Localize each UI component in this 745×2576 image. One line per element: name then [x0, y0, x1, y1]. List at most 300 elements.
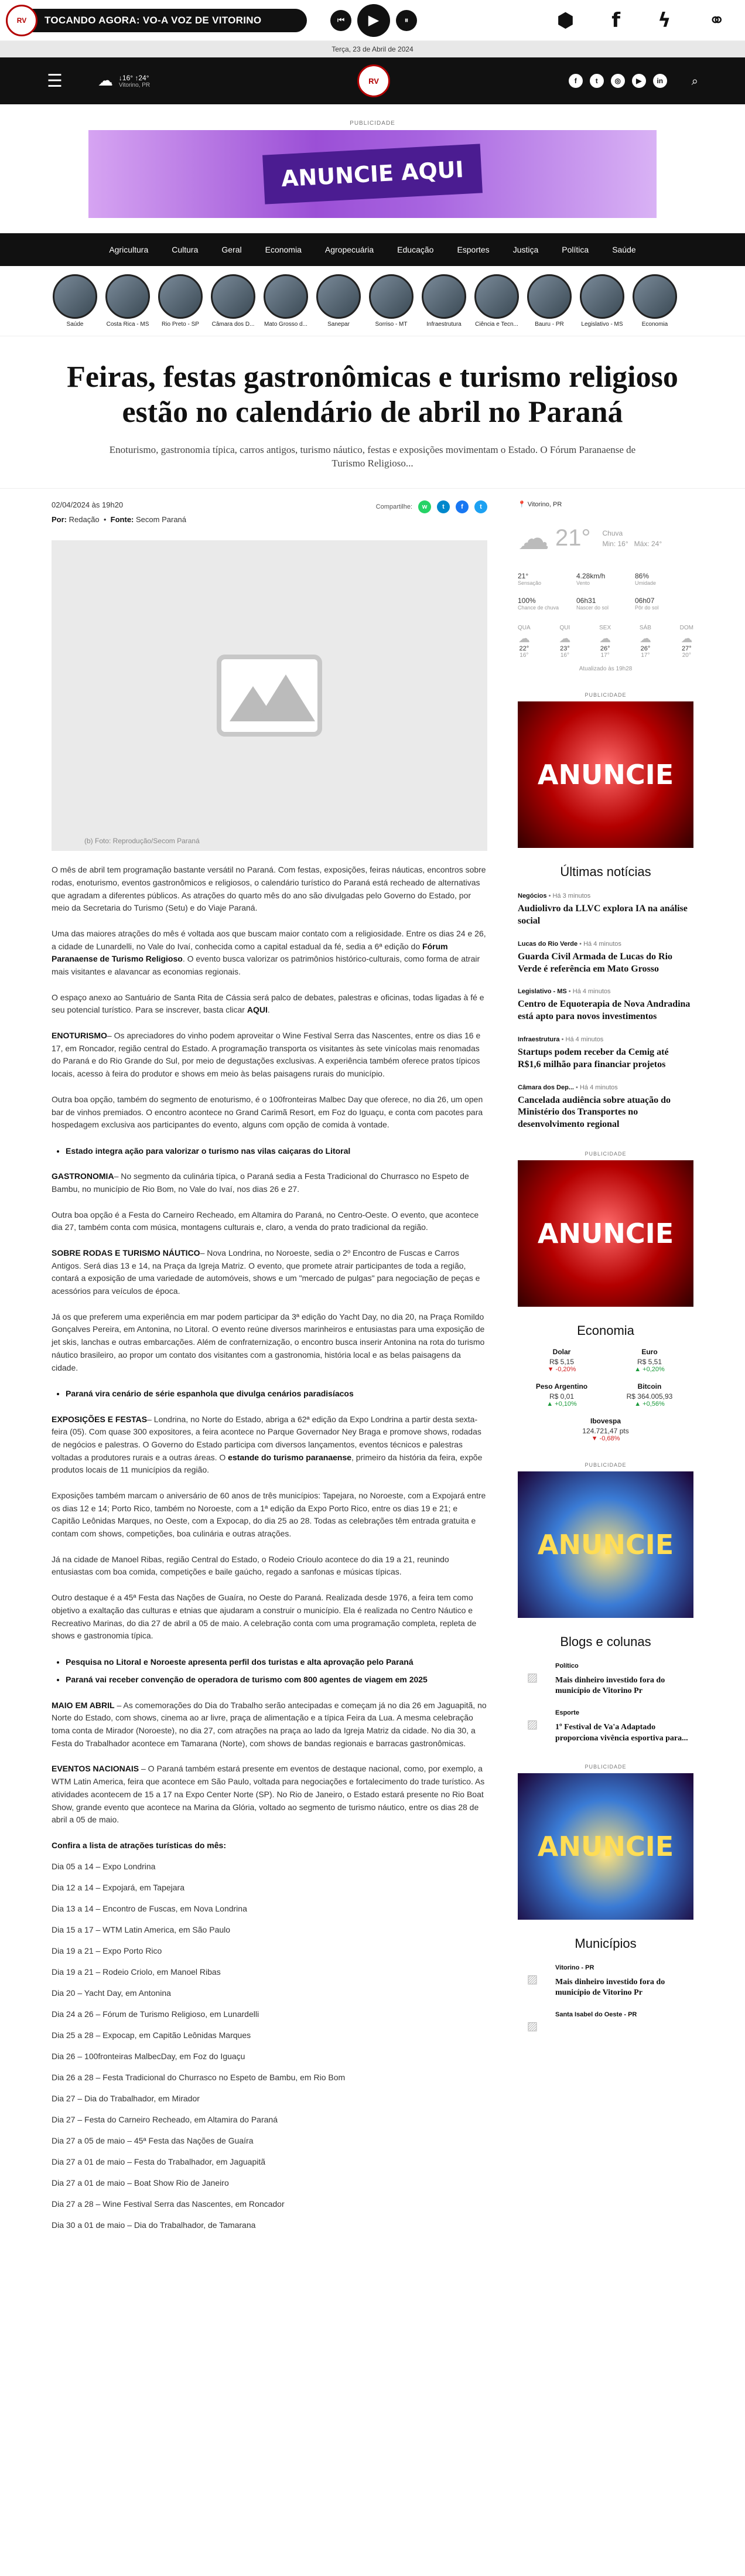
story-thumb [474, 274, 519, 319]
economy-value: R$ 0,01 [549, 1392, 575, 1401]
story-thumb [633, 274, 677, 319]
site-logo[interactable]: RV [357, 64, 390, 97]
stories-strip [0, 266, 745, 336]
stat-label: Nascer do sol [576, 605, 609, 611]
day-label: SEX [599, 625, 611, 632]
related-link[interactable]: • Estado integra ação para valorizar o turismo nas vilas caiçaras do Litoral [66, 1144, 487, 1157]
rain-cloud-icon: ☁ [599, 631, 611, 646]
stat-value: 86% [635, 572, 650, 581]
day-max: 26° [640, 645, 651, 653]
news-title[interactable]: Centro de Equoterapia de Nova Andradina está apto para novos investimentos [518, 999, 691, 1022]
story-thumb [53, 274, 97, 319]
text: – Londrina, no Norte do Estado, abriga a 62ª edição da Expo Londrina a partir desta sexta-feira (05). Com quase 300 expositores, a feira acontece no Parque Governador Ney Braga e promove shows, rodadas de negócios e palestras. O Governo do Estado participa com diversos lançamentos, eventos técnicos e palestras voltadas a produtores rurais e a outras áreas. O [52, 1414, 481, 1462]
story-item[interactable] [369, 274, 413, 328]
related-link[interactable]: • Paraná vai receber convenção de operadora de turismo com 800 agentes de viagem em 2025 [66, 1673, 487, 1686]
day-max: 22° [519, 645, 529, 653]
news-title[interactable]: Guarda Civil Armada de Lucas do Rio Verde é referência em Mato Grosso [518, 951, 673, 974]
nav-item[interactable]: Saúde [612, 245, 636, 254]
blog-title[interactable]: Mais dinheiro investido fora do município de Vitorino Pr [555, 1977, 665, 1997]
weather-now [518, 520, 693, 557]
sidebar [518, 489, 693, 2230]
schedule-item: Dia 20 – Yacht Day, em Antonina [52, 1988, 171, 1998]
day-min: 17° [641, 652, 650, 659]
menu-icon[interactable]: ☰ [47, 70, 63, 91]
stat-value: 21° [518, 572, 529, 581]
news-meta [518, 1036, 693, 1043]
play-icon[interactable]: ▶ [357, 4, 390, 37]
related-link[interactable]: • Paraná vira cenário de série espanhola que divulga cenários paradisíacos [66, 1387, 487, 1400]
text: . [267, 1005, 270, 1015]
weather-max: Máx: 24° [634, 539, 662, 548]
article-title: Feiras, festas gastronômicas e turismo religioso estão no calendário de abril no Paraná [67, 360, 678, 429]
header-weather-temps: ↓16° ↑24° [118, 73, 149, 82]
nav-item[interactable]: Cultura [172, 245, 199, 254]
sidebar-ad [518, 1151, 693, 1307]
story-thumb [264, 274, 308, 319]
now-playing-pill[interactable] [8, 9, 307, 32]
ad-banner[interactable]: ANUNCIE [518, 701, 693, 848]
news-separator: • [573, 1083, 580, 1091]
weather-stat [635, 572, 693, 586]
text: Uma das maiores atrações do mês é voltada aos que buscam maior contato com a religiosidade. Entre os dias 24 e 26, a cidade de Lunardelli, no Vale do Ivaí, conhecida como a capital estadual da fé, sedia a 6ª edição do [52, 928, 486, 951]
economy-change [606, 1366, 693, 1373]
radio-bar [0, 0, 745, 41]
text: – O Paraná também estará presente em eventos de destaque nacional, como, por exemplo, a WTM Latin America, feira que acontece em São Paulo, voltada para negociações e fortalecimento do trade turístico. As atividades acontecem de 15 a 17 na Expo Center Norte (SP). No Rio de Janeiro, o Estado estará presente no Rio Boat Show, grande evento que acontece na Marina da Glória, voltado ao segmento de turismo náutico, entre os dias 28 de abril a 05 de maio. [52, 1764, 485, 1825]
schedule-item: Dia 24 a 26 – Fórum de Turismo Religioso, em Lunardelli [52, 2009, 259, 2019]
blog-text [555, 1709, 693, 1743]
economy-value: 124.721,47 pts [582, 1426, 629, 1435]
economy-name: Dolar [552, 1347, 571, 1356]
news-meta [518, 1084, 693, 1091]
day-max: 26° [600, 645, 610, 653]
schedule-item: Dia 19 a 21 – Expo Porto Rico [52, 1945, 162, 1955]
forecast-day [680, 625, 693, 659]
story-label: Bauru - PR [535, 321, 564, 328]
nav-item[interactable]: Economia [265, 245, 302, 254]
latest-news-title: Últimas notícias [560, 864, 651, 880]
story-thumb [316, 274, 361, 319]
blog-category: Político [555, 1662, 579, 1669]
app-icons [557, 9, 737, 32]
image-placeholder-icon [217, 655, 322, 737]
news-item[interactable] [518, 1084, 693, 1131]
weather-location-text: Vitorino, PR [527, 501, 562, 509]
ad-banner[interactable]: ANUNCIE [518, 1773, 693, 1920]
top-ad [0, 104, 745, 233]
blog-category: Santa Isabel do Oeste - PR [555, 2011, 637, 2019]
story-thumb [527, 274, 572, 319]
news-time: Há 3 minutos [552, 892, 591, 900]
source-label: Fonte: [110, 515, 134, 524]
schedule-item: Dia 27 a 05 de maio – 45ª Festa das Nações de Guaíra [52, 2135, 254, 2145]
schedule-list [52, 1862, 487, 2230]
economy-grid [518, 1348, 693, 1442]
news-item[interactable] [518, 988, 693, 1023]
sidebar-ad [518, 1764, 693, 1920]
arrow-down-icon: ▼ [547, 1365, 554, 1373]
linkedin-icon[interactable]: in [653, 74, 667, 88]
news-meta [518, 941, 693, 948]
nav-item[interactable]: Geral [221, 245, 242, 254]
economy-name: Peso Argentino [535, 1382, 588, 1391]
story-item[interactable] [158, 274, 203, 328]
story-label: Sanepar [327, 321, 350, 328]
weather-stat [576, 572, 635, 586]
story-thumb [580, 274, 624, 319]
facebook-icon[interactable]: f [569, 74, 583, 88]
now-playing-text: TOCANDO AGORA: VO-A VOZ DE VITORINO [45, 14, 262, 26]
flash-icon[interactable]: ϟ [658, 8, 671, 32]
economy-name: Bitcoin [637, 1382, 662, 1391]
twitter-icon[interactable]: t [590, 74, 604, 88]
weather-stat [518, 572, 576, 586]
paragraph: Outra boa opção é a Festa do Carneiro Recheado, em Altamira do Paraná, no Centro-Oeste. O evento, que acontece dia 27, também conta com música, montagens culturais e, claro, a venda do prato tradicional da região. [52, 1209, 479, 1232]
by-label: Por: [52, 515, 67, 524]
schedule-item: Dia 27 a 28 – Wine Festival Serra das Nascentes, em Roncador [52, 2199, 285, 2209]
stat-value: 06h07 [635, 597, 655, 605]
stat-label: Chance de chuva [518, 605, 559, 611]
change-value: -0,68% [599, 1434, 620, 1442]
story-item[interactable] [316, 274, 361, 328]
section-label: SOBRE RODAS E TURISMO NÁUTICO [52, 1248, 200, 1258]
article [52, 489, 487, 2230]
related-links [66, 1655, 487, 1686]
image-placeholder-icon: ▨ [527, 1669, 538, 1684]
change-value: +0,56% [643, 1400, 665, 1408]
nav-item[interactable]: Agricultura [109, 245, 149, 254]
news-title[interactable]: Cancelada audiência sobre atuação do Ministério dos Transportes no desenvolvimento regional [518, 1095, 671, 1130]
facebook-icon[interactable]: f [456, 500, 469, 513]
news-time: Há 4 minutos [565, 1035, 604, 1043]
arrow-up-icon: ▲ [634, 1400, 641, 1408]
weather-updated: Atualizado às 19h28 [579, 666, 633, 673]
story-label: Ciência e Tecn... [475, 321, 518, 328]
blog-title[interactable]: 1º Festival de Va'a Adaptado proporciona vivência esportiva para... [555, 1723, 688, 1743]
day-min: 17° [600, 652, 610, 659]
news-category[interactable]: Câmara dos Dep... [518, 1083, 574, 1091]
story-thumb [422, 274, 466, 319]
arrow-up-icon: ▲ [634, 1365, 641, 1373]
ad-banner[interactable]: ANUNCIE [518, 1471, 693, 1618]
article-source: Secom Paraná [136, 515, 187, 524]
site-header [0, 57, 745, 104]
blogs-list [518, 1662, 693, 1744]
economy-value: R$ 5,15 [549, 1357, 575, 1366]
weather-min: Min: 16° [602, 539, 628, 548]
player-controls [330, 4, 417, 37]
day-min: 16° [520, 652, 529, 659]
schedule-item: Dia 19 a 21 – Rodeio Criolo, em Manoel Ribas [52, 1967, 221, 1977]
text: O espaço anexo ao Santuário de Santa Rita de Cássia será palco de debates, palestras e oficinas, todas ligadas à fé e seu potencial turístico. Para se inscrever, basta clicar [52, 992, 484, 1015]
economy-item [606, 1348, 693, 1373]
facebook-icon[interactable]: f [611, 8, 621, 32]
article-meta [52, 500, 487, 524]
stat-label: Sensação [518, 580, 542, 587]
blog-item[interactable] [518, 2011, 693, 2040]
economy-item [518, 1348, 606, 1373]
news-title[interactable]: Startups podem receber da Cemig até R$1,6 milhão para financiar projetos [518, 1047, 669, 1069]
header-weather[interactable] [98, 72, 150, 90]
blog-item[interactable] [518, 1964, 693, 1998]
forecast-day [640, 625, 651, 659]
news-meta [518, 892, 693, 899]
story-label: Infraestrutura [426, 321, 462, 328]
related-links [66, 1144, 487, 1157]
instagram-icon[interactable]: ◎ [611, 74, 625, 88]
whatsapp-icon[interactable]: w [418, 500, 431, 513]
schedule-item: Dia 26 – 100fronteiras MalbecDay, em Foz do Iguaçu [52, 2051, 245, 2061]
stat-label: Umidade [635, 580, 657, 587]
story-label: Mato Grosso d... [264, 321, 307, 328]
story-thumb [105, 274, 150, 319]
municipios-title: Municípios [575, 1936, 637, 1951]
blog-category: Vitorino - PR [555, 1964, 594, 1971]
blog-item[interactable] [518, 1662, 693, 1696]
news-separator: • [577, 940, 584, 948]
share-label: Compartilhe: [375, 503, 412, 511]
nav-item[interactable]: Educação [397, 245, 434, 254]
paragraph: Outra boa opção, também do segmento de enoturismo, é o 100fronteiras Malbec Day que oferece, no dia 26, um open bar de vinhos premiados. O encontro acontece no Grand Carimã Resort, em Foz do Iguaçu, e conta com pacotes para hospedagem exclusiva aos participantes do evento, alguns com opção de comida à vontade. [52, 1094, 483, 1130]
story-thumb [369, 274, 413, 319]
economy-item [606, 1382, 693, 1408]
related-link[interactable]: • Pesquisa no Litoral e Noroeste apresenta perfil dos turistas e alta aprovação pelo Paraná [66, 1655, 487, 1668]
paragraph: Exposições também marcam o aniversário de 60 anos de três municípios: Tapejara, no Noroeste, com a Expojará entre os dias 12 e 14; Porto Rico, também no Noroeste, com a 1ª edição da Expo Porto Rico, entre os dias 19 e 21; e Capitão Leônidas Marques, no Oeste, com a Expocap, do dia 25 ao 28. Todas as celebrações têm entrada gratuita e contam com shows, competições, boa culinária e outras atrações. [52, 1491, 486, 1539]
news-category[interactable]: Lucas do Rio Verde [518, 940, 578, 948]
day-max: 23° [560, 645, 570, 653]
cloud-icon: ☁ [97, 72, 113, 90]
section-label: EXPOSIÇÕES E FESTAS [52, 1414, 148, 1424]
twitter-icon[interactable]: t [474, 500, 487, 513]
weather-condition: Chuva [602, 529, 623, 537]
economy-value: R$ 364.005,93 [626, 1392, 673, 1401]
weather-location[interactable]: 📍 Vitorino, PR [518, 501, 562, 509]
economy-change [518, 1401, 606, 1408]
link[interactable]: estande do turismo paranaense [228, 1452, 352, 1462]
blog-item[interactable] [518, 1709, 693, 1743]
rain-cloud-icon: ☁ [518, 631, 530, 646]
radio-logo: RV [6, 5, 37, 36]
paragraph [52, 1030, 487, 1081]
header-weather-location: Vitorino, PR [118, 81, 151, 88]
story-label: Câmara dos D... [211, 321, 255, 328]
story-item[interactable] [474, 274, 519, 328]
section-label: EVENTOS NACIONAIS [52, 1764, 139, 1774]
rain-cloud-icon: ☁ [518, 520, 549, 557]
article-date: 02/04/2024 às 19h20 [52, 500, 124, 510]
paragraph: O mês de abril tem programação bastante versátil no Paraná. Com festas, exposições, feiras náuticas, encontros sobre rodas, enoturismo, eventos gastronômicos e religiosos, o calendário turístico do Paraná está recheado de alternativas que agradam a diferentes públicos. As atrações do quarto mês do ano são divulgadas pelo Governo do Estado, por meio da Secretaria do Turismo (Setu) e do Viaje Paraná. [52, 865, 486, 913]
story-item[interactable] [211, 274, 255, 328]
news-item[interactable] [518, 892, 693, 928]
text: – No segmento da culinária típica, o Paraná sedia a Festa Tradicional do Churrasco no Espeto de Bambu, no município de Rio Bom, no Vale do Ivaí, nos dias 26 e 27. [52, 1171, 469, 1194]
schedule-item: Dia 15 a 17 – WTM Latin America, em São Paulo [52, 1924, 231, 1934]
nav-item[interactable]: Política [562, 245, 589, 254]
rain-cloud-icon: ☁ [681, 631, 693, 646]
weather-stats [518, 572, 693, 611]
related-links [66, 1387, 487, 1400]
story-label: Rio Preto - SP [162, 321, 199, 328]
rain-cloud-icon: ☁ [559, 631, 571, 646]
telegram-icon[interactable]: t [437, 500, 450, 513]
paragraph [52, 1170, 487, 1195]
arrow-down-icon: ▼ [591, 1434, 598, 1442]
section-label: GASTRONOMIA [52, 1171, 114, 1181]
news-category[interactable]: Infraestrutura [518, 1035, 560, 1043]
main-content [0, 489, 745, 2230]
schedule-item: Dia 27 – Dia do Trabalhador, em Mirador [52, 2093, 200, 2103]
stat-value: 06h31 [576, 597, 596, 605]
hero-image [52, 540, 487, 851]
news-title[interactable]: Audiolivro da LLVC explora IA na análise social [518, 904, 688, 926]
ad-banner-text: ANUNCIE AQUI [262, 144, 483, 204]
forecast-day [559, 625, 570, 659]
story-label: Legislativo - MS [581, 321, 623, 328]
link-icon[interactable]: ⚭ [708, 8, 725, 32]
day-min: 16° [560, 652, 569, 659]
economy-change [606, 1401, 693, 1408]
paragraph: Já os que preferem uma experiência em mar podem participar da 3ª edição do Yacht Day, no dia 20, na Praça Romildo Gonçalves Pereira, em Antonina, no Litoral. O evento reúne diversos marinheiros e entusiastas para uma exposição de jet skis, lanchas e outras embarcações. Além de confraternização, o encontro busca inserir Antonina na rota do turismo náutico brasileiro, ao propor um contato dos visitantes com a gastronomia, história local e as belas paisagens da cidade. [52, 1311, 485, 1372]
android-icon[interactable]: ⬢ [556, 8, 575, 32]
paragraph [52, 1413, 487, 1477]
latest-news-list [518, 892, 693, 1131]
signup-link[interactable]: AQUI [247, 1005, 268, 1015]
story-item[interactable] [422, 274, 466, 328]
schedule-title: Confira a lista de atrações turísticas do mês: [52, 1840, 226, 1850]
story-item[interactable] [527, 274, 572, 328]
municipios-list [518, 1964, 693, 2040]
stat-value: 4.28km/h [576, 572, 606, 581]
schedule-item: Dia 05 a 14 – Expo Londrina [52, 1861, 156, 1871]
news-category[interactable]: Negócios [518, 892, 547, 900]
story-item[interactable] [105, 274, 150, 328]
schedule-item: Dia 27 – Festa do Carneiro Recheado, em Altamira do Paraná [52, 2114, 278, 2124]
blog-text [555, 1662, 693, 1696]
stat-label: Vento [576, 580, 590, 587]
story-label: Economia [641, 321, 668, 328]
image-placeholder-icon: ▨ [527, 1717, 538, 1732]
story-label: Saúde [66, 321, 84, 328]
schedule-item: Dia 25 a 28 – Expocap, em Capitão Leônidas Marques [52, 2030, 251, 2040]
nav-item[interactable]: Agropecuária [324, 245, 374, 254]
text: – Os apreciadores do vinho podem aproveitar o Wine Festival Serra das Nascentes, entre os dias 16 e 17, em Roncador, região central do Estado. A programação transporta os visitantes às sete vinícolas mais renomadas do Paraná e do Rio Grande do Sul, por meio de degustações exclusivas. A experiência também oferece pratos típicos locais, acesso à feira do produtor e shows em meio às belas paisagens rurais do município. [52, 1031, 481, 1079]
nav-item[interactable]: Esportes [457, 245, 490, 254]
schedule-item: Dia 12 a 14 – Expojará, em Tapejara [52, 1882, 184, 1892]
ad-banner[interactable]: ANUNCIE [518, 1160, 693, 1307]
forecast-day [518, 625, 531, 659]
previous-icon[interactable]: ⏮ [330, 10, 351, 31]
weather-stat [518, 597, 576, 611]
stat-value: 100% [518, 597, 536, 605]
weather-stat [576, 597, 635, 611]
blog-title[interactable]: Mais dinheiro investido fora do município de Vitorino Pr [555, 1675, 665, 1696]
economy-name: Ibovespa [590, 1416, 621, 1425]
story-item[interactable] [264, 274, 308, 328]
nav-item[interactable]: Justiça [512, 245, 539, 254]
day-label: DOM [679, 625, 693, 632]
image-placeholder-icon: ▨ [527, 1971, 538, 1986]
economy-item [518, 1417, 693, 1442]
news-meta [518, 988, 693, 995]
text: , primeiro da história da feira, expõe produtos locais de 11 municípios da região. [52, 1452, 483, 1475]
story-label: Costa Rica - MS [106, 321, 149, 328]
schedule-item: Dia 26 a 28 – Festa Tradicional do Churrasco no Espeto de Bambu, em Rio Bom [52, 2072, 346, 2082]
schedule-item: Dia 30 a 01 de maio – Dia do Trabalhador, de Tamarana [52, 2220, 256, 2230]
image-placeholder-icon: ▨ [527, 2019, 538, 2033]
news-time: Há 4 minutos [583, 940, 621, 948]
news-category[interactable]: Legislativo - MS [518, 988, 567, 996]
blog-category: Esporte [555, 1709, 579, 1717]
story-thumb [211, 274, 255, 319]
news-separator: • [566, 988, 573, 996]
youtube-icon[interactable]: ▶ [632, 74, 646, 88]
ad-banner[interactable] [88, 130, 657, 218]
share-bar [376, 500, 487, 513]
article-author[interactable]: Redação [69, 515, 100, 524]
sidebar-ad [518, 692, 693, 848]
text: . O evento busca valorizar os patrimônios histórico-culturais, como forma de atrair mais visitantes e alavancar as economias regionais. [52, 954, 480, 976]
paragraph [52, 1699, 487, 1750]
arrow-up-icon: ▲ [546, 1400, 553, 1408]
economy-value: R$ 5,51 [637, 1357, 662, 1366]
change-value: +0,10% [555, 1400, 577, 1408]
story-label: Sorriso - MT [375, 321, 408, 328]
article-byline: Por: Redação • Fonte: Secom Paraná [52, 515, 187, 524]
weather-temp: 21° [555, 525, 591, 551]
search-icon[interactable]: ⌕ [691, 74, 698, 88]
news-separator: • [559, 1035, 566, 1043]
date-bar: Terça, 23 de Abril de 2024 [0, 41, 745, 57]
story-item[interactable] [53, 274, 97, 328]
change-value: -0,20% [555, 1365, 576, 1373]
ad-label: PUBLICIDADE [585, 1150, 627, 1157]
schedule-item: Dia 13 a 14 – Encontro de Fuscas, em Nova Londrina [52, 1903, 247, 1913]
ad-label: PUBLICIDADE [585, 692, 627, 698]
paragraph [52, 1247, 487, 1298]
day-label: QUA [518, 625, 531, 632]
news-separator: • [546, 892, 553, 900]
weather-stat [635, 597, 693, 611]
rain-cloud-icon: ☁ [639, 631, 651, 646]
sidebar-ad [518, 1462, 693, 1618]
news-item[interactable] [518, 941, 693, 976]
paragraph [52, 1763, 487, 1826]
economy-name: Euro [641, 1347, 658, 1356]
news-item[interactable] [518, 1036, 693, 1071]
social-links [569, 74, 698, 88]
economy-change [518, 1435, 693, 1442]
link[interactable]: Fórum Paranaense de Turismo Religioso [52, 941, 448, 964]
blog-text [555, 2011, 637, 2040]
text: – Nova Londrina, no Noroeste, sedia o 2º Encontro de Fuscas e Carros Antigos. Será dias 13 e 14, na Praça da Igreja Matriz. O evento, que promete atrair participantes de toda a região, contará a exposição de uma variedade de automóveis, shows e um "mercado de pulgas" para negociação de peças e acessórios para veículos de época. [52, 1248, 480, 1296]
paragraph [52, 928, 487, 979]
news-time: Há 4 minutos [572, 988, 611, 996]
news-time: Há 4 minutos [579, 1083, 618, 1091]
economy-title: Economia [577, 1323, 634, 1338]
economy-item [518, 1382, 606, 1408]
section-label: MAIO EM ABRIL [52, 1700, 115, 1710]
pause-icon[interactable]: ⏸ [396, 10, 417, 31]
day-max: 27° [681, 645, 692, 653]
change-value: +0,20% [643, 1365, 665, 1373]
blog-text [555, 1964, 693, 1998]
article-subtitle: Enoturismo, gastronomia típica, carros antigos, turismo náutico, festas e exposições movimentam o Estado. O Fórum Paranaense de Turismo Religioso... [109, 444, 636, 469]
story-item[interactable] [633, 274, 677, 328]
paragraph [52, 991, 487, 1017]
schedule-item: Dia 27 a 01 de maio – Boat Show Rio de Janeiro [52, 2178, 229, 2187]
day-min: 20° [682, 652, 691, 659]
paragraph: Outro destaque é a 45ª Festa das Nações de Guaíra, no Oeste do Paraná. Realizada desde 1976, a feira tem como objetivo a exaltação das culturas e etnias que ajudaram a construir o município. Ela é realizada no Centro Náutico e Recreativo Marinas, do dia 27 de abril a 05 de maio. A celebração conta com uma programação completa, repleta de shows e gastronomia típica. [52, 1593, 477, 1641]
forecast-day [599, 625, 611, 659]
story-item[interactable] [580, 274, 624, 328]
